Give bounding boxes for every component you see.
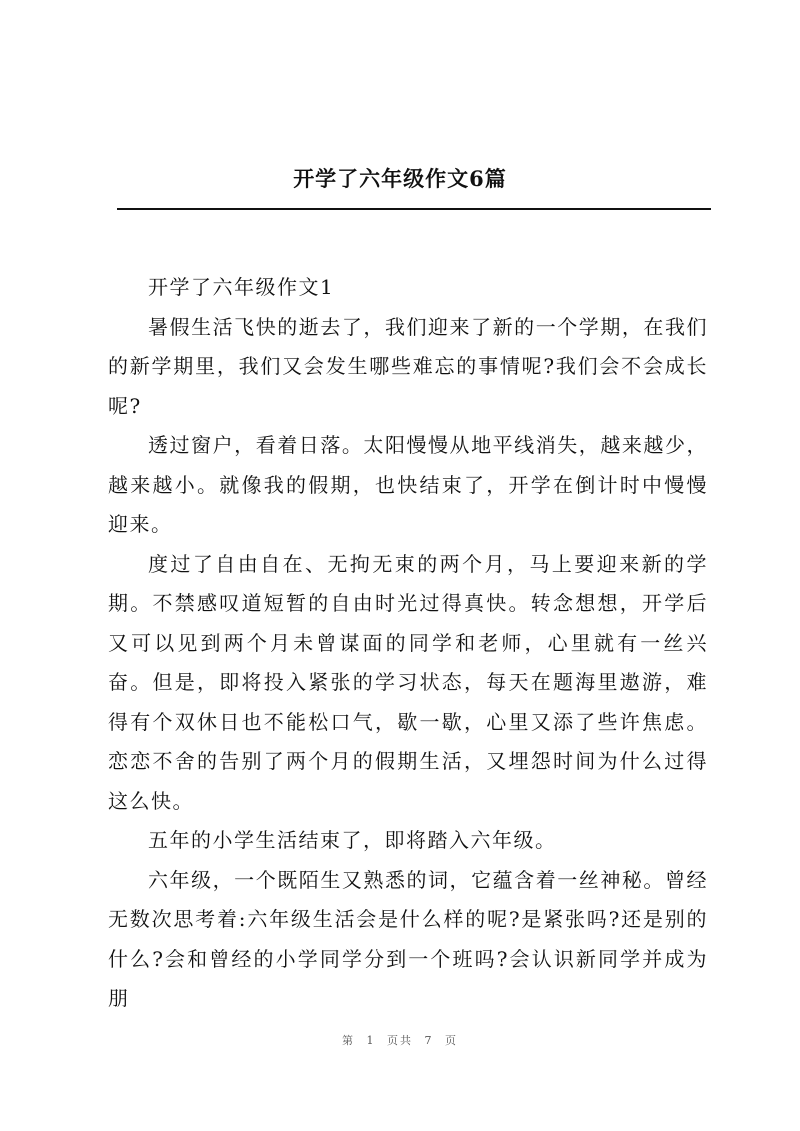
document-body bbox=[108, 268, 708, 1019]
page-number-footer: 第 1 页共 7 页 bbox=[342, 1034, 458, 1047]
paragraph: 五年的小学生活结束了，即将踏入六年级。 bbox=[148, 828, 557, 852]
title-divider bbox=[117, 208, 711, 210]
paragraph: 暑假生活飞快的逝去了，我们迎来了新的一个学期，在我们的新学期里，我们又会发生哪些难忘的事情呢?我们会不会成长呢? bbox=[108, 314, 708, 418]
paragraph: 透过窗户，看着日落。太阳慢慢从地平线消失，越来越少，越来越小。就像我的假期，也快结束了，开学在倒计时中慢慢迎来。 bbox=[108, 433, 708, 536]
document-title: 开学了六年级作文6篇 bbox=[293, 166, 507, 191]
paragraph: 六年级，一个既陌生又熟悉的词，它蕴含着一丝神秘。曾经无数次思考着:六年级生活会是什么样的呢?是紧张吗?还是别的什么?会和曾经的小学同学分到一个班吗?会认识新同学并成为朋 bbox=[108, 867, 708, 1010]
section-heading: 开学了六年级作文1 bbox=[148, 275, 335, 299]
paragraph: 度过了自由自在、无拘无束的两个月，马上要迎来新的学期。不禁感叹道短暂的自由时光过得真快。转念想想，开学后又可以见到两个月未曾谋面的同学和老师，心里就有一丝兴奋。但是，即将投入紧张的学习状态，每天在题海里遨游，难得有个双休日也不能松口气，歇一歇，心里又添了些许焦虑。恋恋不舍的告别了两个月的假期生活，又埋怨时间为什么过得这么快。 bbox=[108, 551, 708, 813]
